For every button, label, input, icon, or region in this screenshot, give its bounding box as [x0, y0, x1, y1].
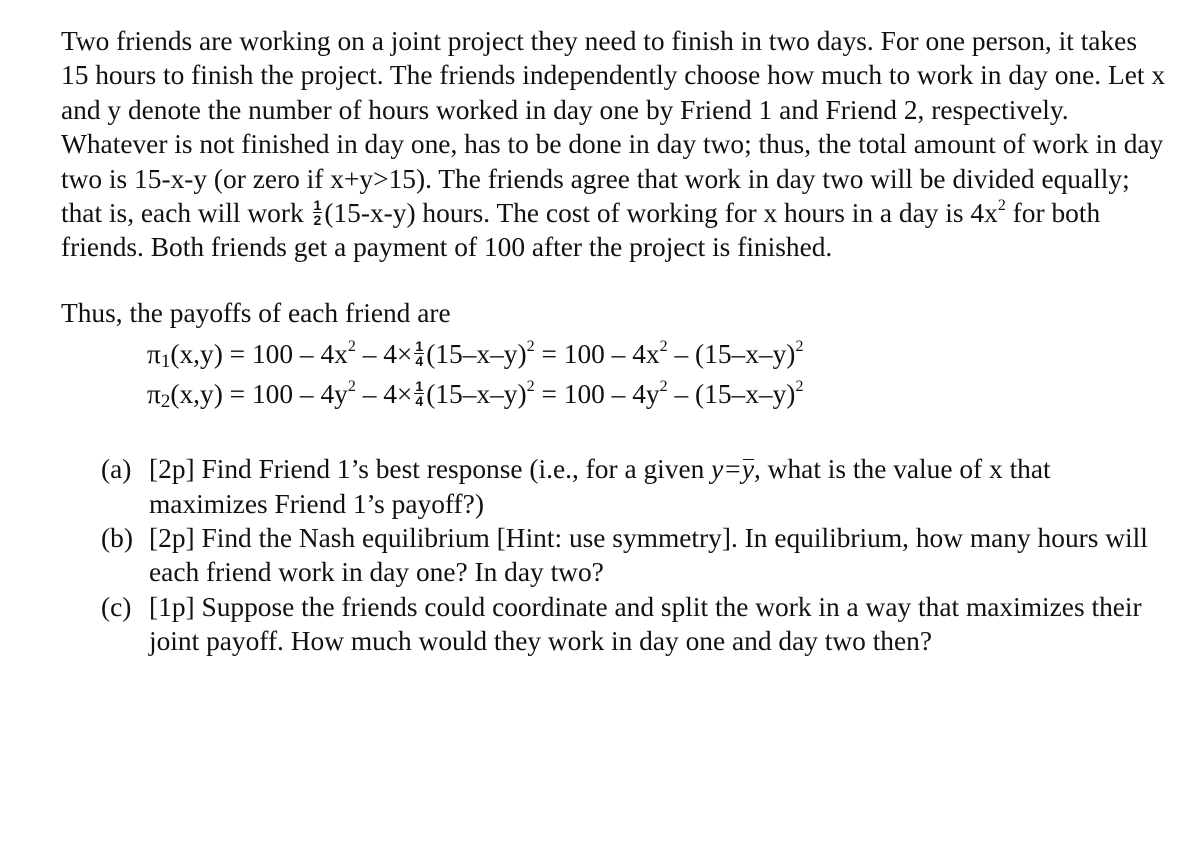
question-text: [2p] Find the Nash equilibrium [Hint: use symmetry]. In equilibrium, how many hours will each friend work in day one? In day two?	[149, 523, 1148, 588]
payoff-equation-friend-1: $\pi 1(x,y) = 100 - 4x^2 - 4\times$ $\frac{1}{4}$ $(15-x-y)^2 = 100 - 4x^2 - (15-x-y)^2$	[147, 338, 804, 373]
question-text: [1p] Suppose the friends could coordinate and split the work in a way that maximizes their joint payoff. How much would they work in day one and day two then?	[149, 591, 1142, 657]
payoffs-lead: Thus, the payoffs of each friend are	[61, 297, 451, 328]
intro-text-end: for both friends. Both friends get a payment of 100 after the project is finished.	[61, 198, 1101, 263]
cost-exponent: 2	[997, 196, 1006, 214]
question-a	[101, 452, 1171, 521]
question-label: (c)	[101, 591, 132, 622]
payoff-equations	[147, 332, 1171, 412]
payoff-equation-friend-2: $\pi 2(x,y) = 100 - 4y^2 - 4\times$ $\frac{1}{4}$ $(15-x-y)^2 = 100 - 4y^2 - (15-x-y)^2$	[147, 378, 804, 413]
question-text: [2p] Find Friend 1’s best response (i.e., for a given y=y, what is the value of x that maximizes Friend 1’s payoff?)	[149, 454, 1051, 519]
intro-text: Two friends are working on a joint project they need to finish in two days. For one person, it takes 15 hours to finish the project. The friends independently choose how much to work in day one. Let x and y denote the number of hours worked in day one by Friend 1 and Friend 2, respectively. Whatever is not finished in day one, has to be done in day two; thus, the total amount of work in day two is 15-x-y (or zero if x+y>15). The friends agree that work in day two will be divided equally; that is, each will work	[61, 26, 1166, 229]
question-label: (a)	[101, 454, 132, 485]
problem-statement	[61, 24, 1171, 265]
question-label: (b)	[101, 523, 133, 554]
one-quarter-fraction: $\frac{1}{4}$	[415, 378, 424, 410]
one-quarter-fraction: $\frac{1}{4}$	[415, 338, 424, 370]
y-bar-symbol: y	[742, 452, 754, 486]
problem-document	[61, 24, 1171, 659]
one-half-fraction: $\frac{1}{2}$	[313, 197, 322, 229]
question-c	[101, 590, 1171, 659]
question-b	[101, 521, 1171, 590]
question-list	[101, 452, 1171, 658]
intro-text-continued: (15-x-y) hours. The cost of working for x hours in a day is 4x	[324, 198, 998, 229]
